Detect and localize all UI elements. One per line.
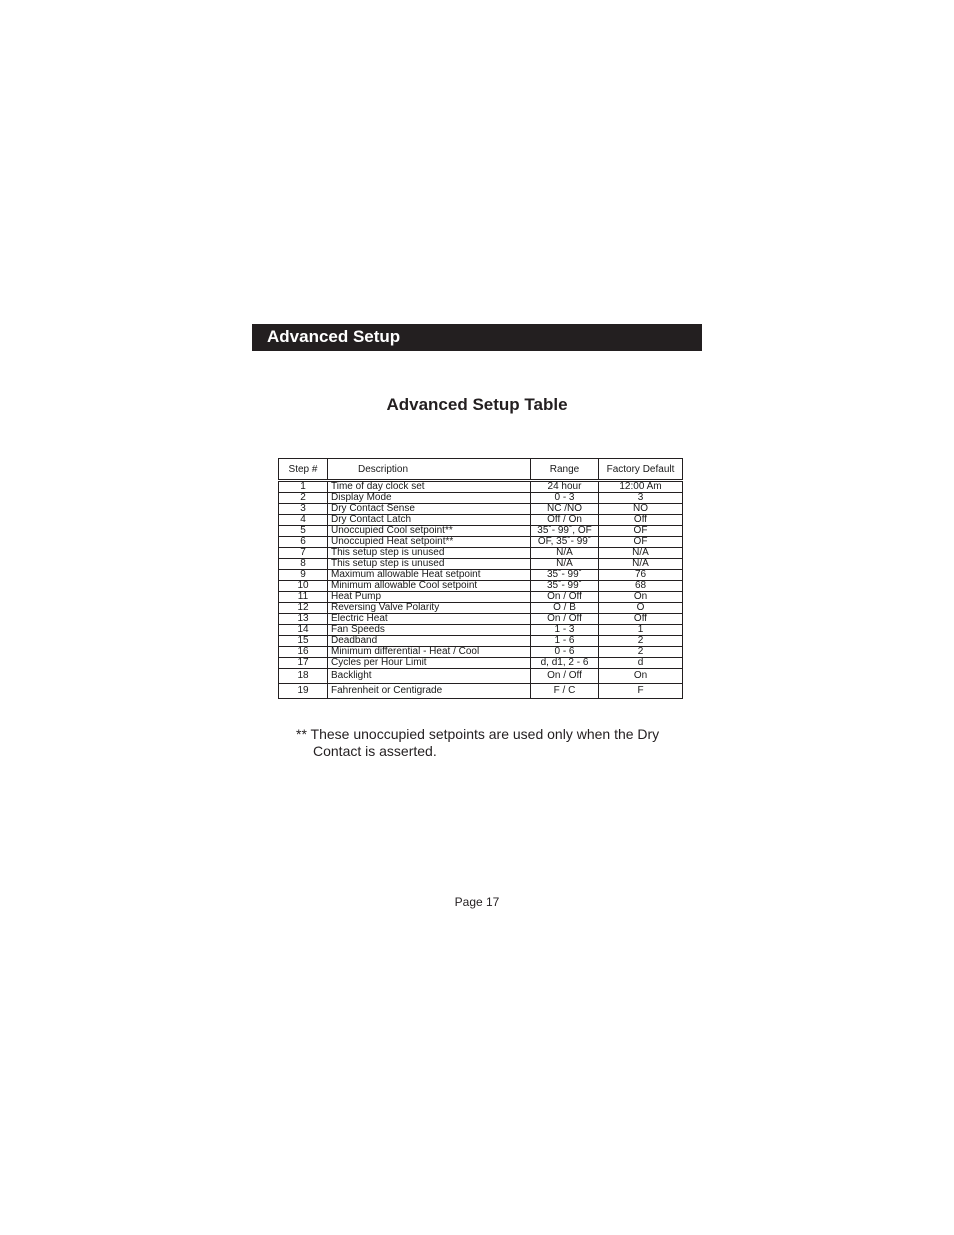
cell-description: Reversing Valve Polarity bbox=[328, 603, 531, 614]
cell-factory-default: N/A bbox=[599, 559, 683, 570]
cell-range: 0 - 6 bbox=[531, 647, 599, 658]
cell-description: Heat Pump bbox=[328, 592, 531, 603]
cell-range: O / B bbox=[531, 603, 599, 614]
cell-factory-default: OF bbox=[599, 526, 683, 537]
table-row bbox=[279, 614, 683, 625]
cell-factory-default: 2 bbox=[599, 647, 683, 658]
cell-factory-default: Off bbox=[599, 614, 683, 625]
cell-description: Unoccupied Heat setpoint** bbox=[328, 537, 531, 548]
cell-step: 17 bbox=[279, 658, 328, 669]
cell-step: 7 bbox=[279, 548, 328, 559]
cell-factory-default: Off bbox=[599, 515, 683, 526]
table-row bbox=[279, 548, 683, 559]
cell-factory-default: 12:00 Am bbox=[599, 481, 683, 493]
header-factory-default: Factory Default bbox=[599, 459, 683, 481]
advanced-setup-table bbox=[278, 458, 683, 699]
cell-factory-default: 3 bbox=[599, 493, 683, 504]
cell-step: 3 bbox=[279, 504, 328, 515]
cell-step: 14 bbox=[279, 625, 328, 636]
table-title: Advanced Setup Table bbox=[386, 395, 568, 414]
cell-range: 35˚- 99˚, OF bbox=[531, 526, 599, 537]
cell-range: Off / On bbox=[531, 515, 599, 526]
cell-step: 18 bbox=[279, 669, 328, 684]
cell-description: Unoccupied Cool setpoint** bbox=[328, 526, 531, 537]
cell-range: F / C bbox=[531, 684, 599, 699]
cell-step: 6 bbox=[279, 537, 328, 548]
cell-factory-default: NO bbox=[599, 504, 683, 515]
cell-range: On / Off bbox=[531, 614, 599, 625]
cell-factory-default: On bbox=[599, 592, 683, 603]
cell-step: 8 bbox=[279, 559, 328, 570]
table-header-row bbox=[279, 459, 683, 481]
cell-description: Dry Contact Sense bbox=[328, 504, 531, 515]
table-row bbox=[279, 504, 683, 515]
cell-range: 1 - 6 bbox=[531, 636, 599, 647]
table-row bbox=[279, 570, 683, 581]
cell-range: N/A bbox=[531, 559, 599, 570]
cell-description: Minimum allowable Cool setpoint bbox=[328, 581, 531, 592]
cell-description: Time of day clock set bbox=[328, 481, 531, 493]
cell-range: On / Off bbox=[531, 592, 599, 603]
table-row bbox=[279, 526, 683, 537]
cell-description: This setup step is unused bbox=[328, 559, 531, 570]
cell-step: 1 bbox=[279, 481, 328, 493]
cell-description: Fahrenheit or Centigrade bbox=[328, 684, 531, 699]
cell-factory-default: On bbox=[599, 669, 683, 684]
table-row bbox=[279, 592, 683, 603]
table-row bbox=[279, 537, 683, 548]
cell-range: NC /NO bbox=[531, 504, 599, 515]
section-title: Advanced Setup bbox=[267, 327, 401, 346]
cell-range: 35˚- 99˚ bbox=[531, 570, 599, 581]
cell-description: Electric Heat bbox=[328, 614, 531, 625]
table-row bbox=[279, 493, 683, 504]
table-row bbox=[279, 625, 683, 636]
cell-step: 13 bbox=[279, 614, 328, 625]
cell-range: N/A bbox=[531, 548, 599, 559]
cell-factory-default: O bbox=[599, 603, 683, 614]
header-step: Step # bbox=[279, 459, 328, 481]
section-header-bar bbox=[252, 324, 702, 351]
cell-description: This setup step is unused bbox=[328, 548, 531, 559]
cell-range: 1 - 3 bbox=[531, 625, 599, 636]
cell-step: 12 bbox=[279, 603, 328, 614]
table-row bbox=[279, 603, 683, 614]
footnote-line-1: ** These unoccupied setpoints are used only when the Dry bbox=[296, 726, 660, 742]
cell-step: 15 bbox=[279, 636, 328, 647]
cell-description: Maximum allowable Heat setpoint bbox=[328, 570, 531, 581]
cell-factory-default: 1 bbox=[599, 625, 683, 636]
header-range: Range bbox=[531, 459, 599, 481]
cell-step: 4 bbox=[279, 515, 328, 526]
table-row bbox=[279, 636, 683, 647]
cell-description: Backlight bbox=[328, 669, 531, 684]
cell-step: 19 bbox=[279, 684, 328, 699]
cell-step: 9 bbox=[279, 570, 328, 581]
cell-range: On / Off bbox=[531, 669, 599, 684]
cell-description: Minimum differential - Heat / Cool bbox=[328, 647, 531, 658]
cell-factory-default: F bbox=[599, 684, 683, 699]
table-row bbox=[279, 581, 683, 592]
page-number: Page 17 bbox=[454, 895, 500, 909]
table-row bbox=[279, 669, 683, 684]
cell-step: 11 bbox=[279, 592, 328, 603]
table-row bbox=[279, 481, 683, 493]
cell-step: 10 bbox=[279, 581, 328, 592]
cell-factory-default: N/A bbox=[599, 548, 683, 559]
cell-step: 5 bbox=[279, 526, 328, 537]
cell-factory-default: d bbox=[599, 658, 683, 669]
cell-description: Dry Contact Latch bbox=[328, 515, 531, 526]
cell-factory-default: 68 bbox=[599, 581, 683, 592]
table-row bbox=[279, 684, 683, 699]
cell-factory-default: 76 bbox=[599, 570, 683, 581]
cell-factory-default: OF bbox=[599, 537, 683, 548]
cell-range: 35˚- 99˚ bbox=[531, 581, 599, 592]
table-row bbox=[279, 515, 683, 526]
cell-range: OF, 35˚- 99˚ bbox=[531, 537, 599, 548]
cell-factory-default: 2 bbox=[599, 636, 683, 647]
table-body bbox=[279, 481, 683, 699]
header-description: Description bbox=[328, 459, 531, 481]
cell-range: d, d1, 2 - 6 bbox=[531, 658, 599, 669]
cell-step: 16 bbox=[279, 647, 328, 658]
cell-description: Fan Speeds bbox=[328, 625, 531, 636]
table-row bbox=[279, 559, 683, 570]
cell-description: Display Mode bbox=[328, 493, 531, 504]
cell-description: Cycles per Hour Limit bbox=[328, 658, 531, 669]
table-row bbox=[279, 647, 683, 658]
table-row bbox=[279, 658, 683, 669]
cell-range: 0 - 3 bbox=[531, 493, 599, 504]
footnote-line-2: Contact is asserted. bbox=[313, 743, 437, 759]
cell-range: 24 hour bbox=[531, 481, 599, 493]
cell-step: 2 bbox=[279, 493, 328, 504]
footnote bbox=[296, 726, 676, 760]
cell-description: Deadband bbox=[328, 636, 531, 647]
